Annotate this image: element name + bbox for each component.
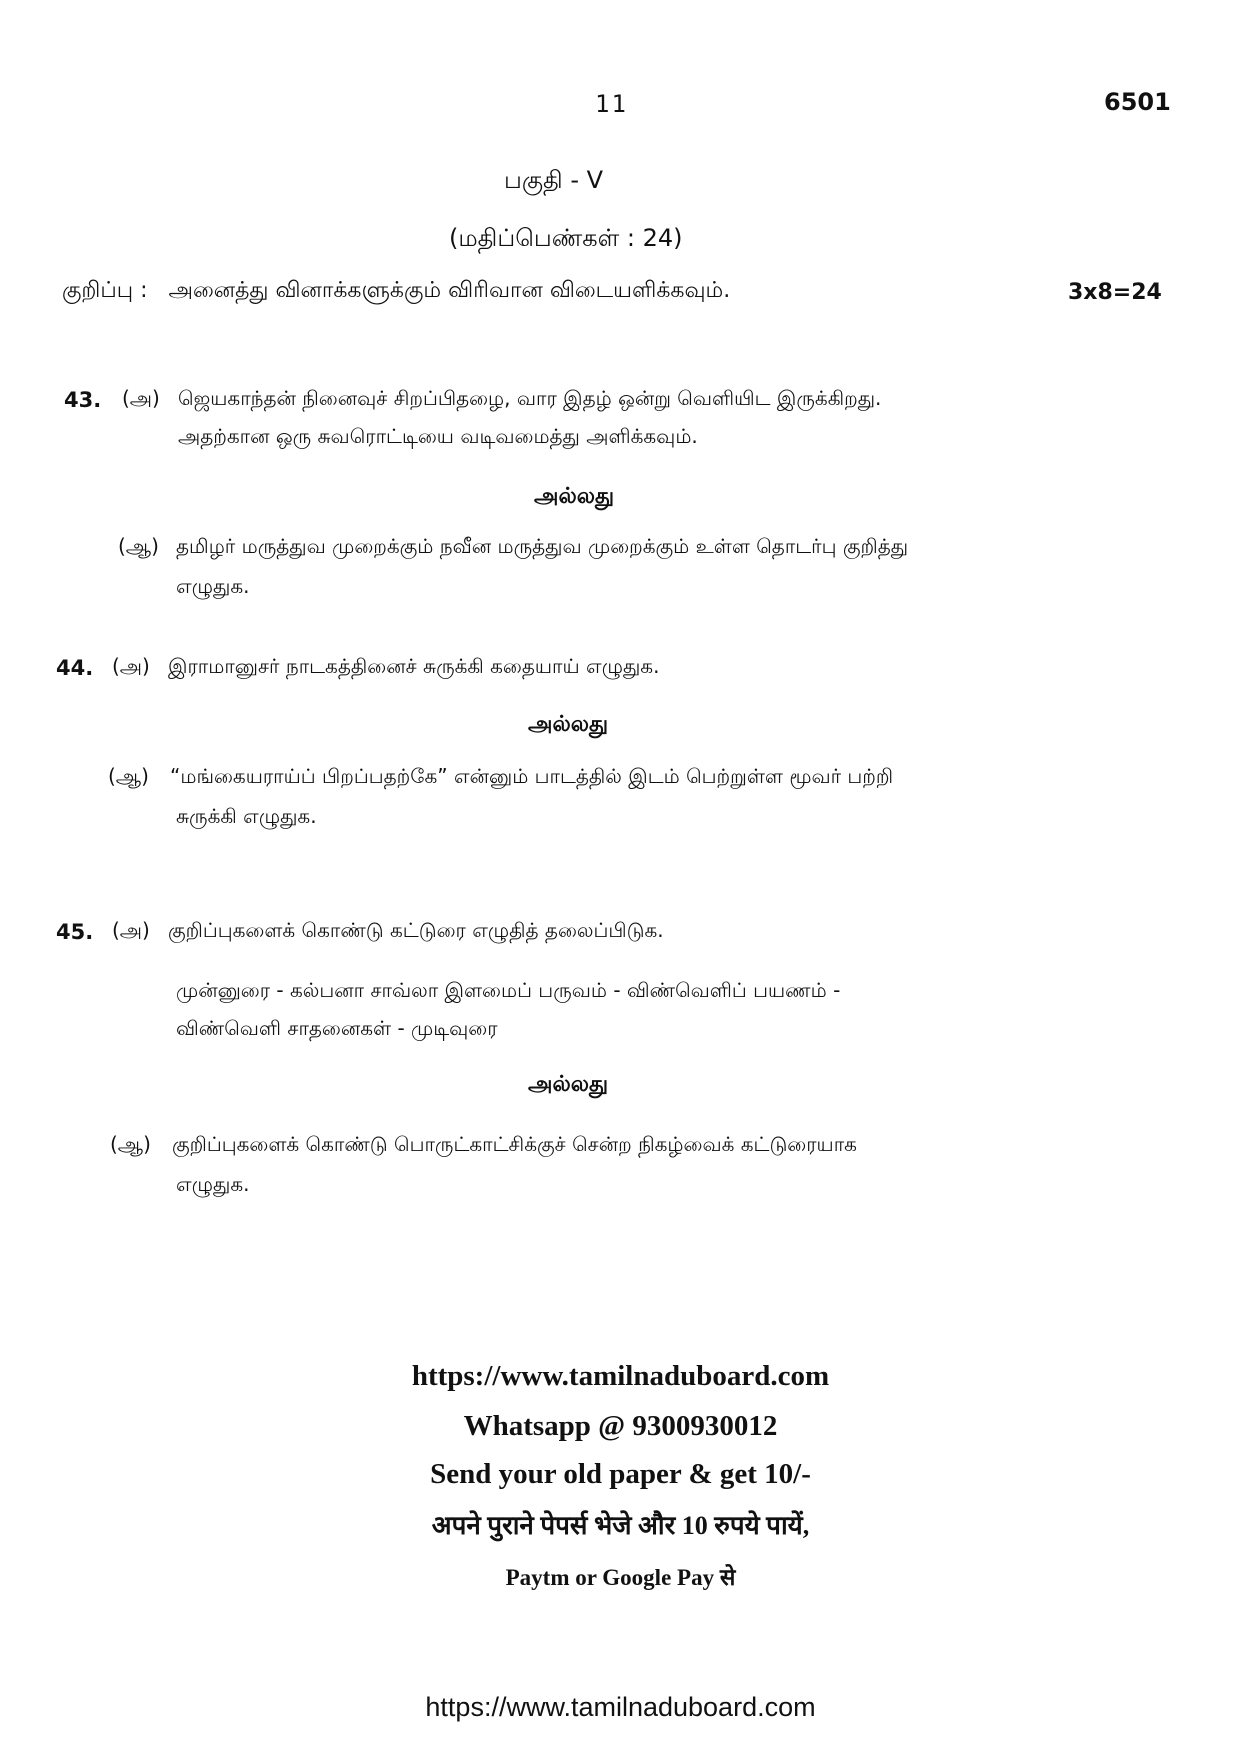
option-marker: (ஆ) xyxy=(108,764,149,788)
question-number: 43. xyxy=(64,388,102,412)
question-text-line: சுருக்கி எழுதுக. xyxy=(176,804,317,828)
footer-hindi: अपने पुराने पेपर्स भेजे और 10 रुपये पायें, xyxy=(431,1511,810,1540)
question-text-line: ஜெயகாந்தன் நினைவுச் சிறப்பிதழை, வார இதழ் ஒன்று வெளியிட இருக்கிறது. xyxy=(178,386,882,410)
paper-code: 6501 xyxy=(1104,88,1171,116)
note-label: குறிப்பு : xyxy=(62,278,148,303)
marks-formula: 3x8=24 xyxy=(1068,280,1162,305)
option-marker: (ஆ) xyxy=(118,534,159,558)
footer-whatsapp: Whatsapp @ 9300930012 xyxy=(463,1410,778,1442)
note-text: அனைத்து வினாக்களுக்கும் விரிவான விடையளிக்கவும். xyxy=(168,278,731,303)
question-text-line: அதற்கான ஒரு சுவரொட்டியை வடிவமைத்து அளிக்கவும். xyxy=(178,424,698,448)
option-marker: (அ) xyxy=(112,654,150,678)
page-number: 11 xyxy=(595,90,628,118)
section-note xyxy=(62,278,730,306)
option-marker: (ஆ) xyxy=(110,1132,151,1156)
section-marks: (மதிப்பெண்கள் : 24) xyxy=(449,224,683,252)
footer-url: https://www.tamilnaduboard.com xyxy=(411,1360,830,1392)
question-text-line: “மங்கையராய்ப் பிறப்பதற்கே” என்னும் பாடத்தில் இடம் பெற்றுள்ள மூவர் பற்றி xyxy=(170,764,894,788)
question-number: 45. xyxy=(56,920,94,944)
footer-pay: Paytm or Google Pay से xyxy=(505,1565,736,1590)
or-separator: அல்லது xyxy=(528,712,609,737)
section-title: பகுதி - V xyxy=(504,166,604,194)
option-marker: (அ) xyxy=(122,386,160,410)
essay-hints-line: விண்வெளி சாதனைகள் - முடிவுரை xyxy=(176,1016,498,1040)
question-text-line: தமிழர் மருத்துவ முறைக்கும் நவீன மருத்துவ முறைக்கும் உள்ள தொடர்பு குறித்து xyxy=(176,534,909,558)
question-text-line: எழுதுக. xyxy=(176,1172,250,1196)
question-number: 44. xyxy=(56,656,94,680)
or-separator: அல்லது xyxy=(534,484,615,509)
question-text-line: குறிப்புகளைக் கொண்டு பொருட்காட்சிக்குச் சென்ற நிகழ்வைக் கட்டுரையாக xyxy=(172,1132,857,1156)
or-separator: அல்லது xyxy=(528,1072,609,1097)
footer-offer: Send your old paper & get 10/- xyxy=(430,1458,811,1490)
question-text-line: குறிப்புகளைக் கொண்டு கட்டுரை எழுதித் தலைப்பிடுக. xyxy=(168,918,664,942)
question-text-line: எழுதுக. xyxy=(176,574,250,598)
option-marker: (அ) xyxy=(112,918,150,942)
essay-hints-line: முன்னுரை - கல்பனா சாவ்லா இளமைப் பருவம் - விண்வெளிப் பயணம் - xyxy=(176,978,841,1002)
bottom-url: https://www.tamilnaduboard.com xyxy=(425,1692,816,1722)
question-text-line: இராமானுசர் நாடகத்தினைச் சுருக்கி கதையாய் எழுதுக. xyxy=(168,654,660,678)
